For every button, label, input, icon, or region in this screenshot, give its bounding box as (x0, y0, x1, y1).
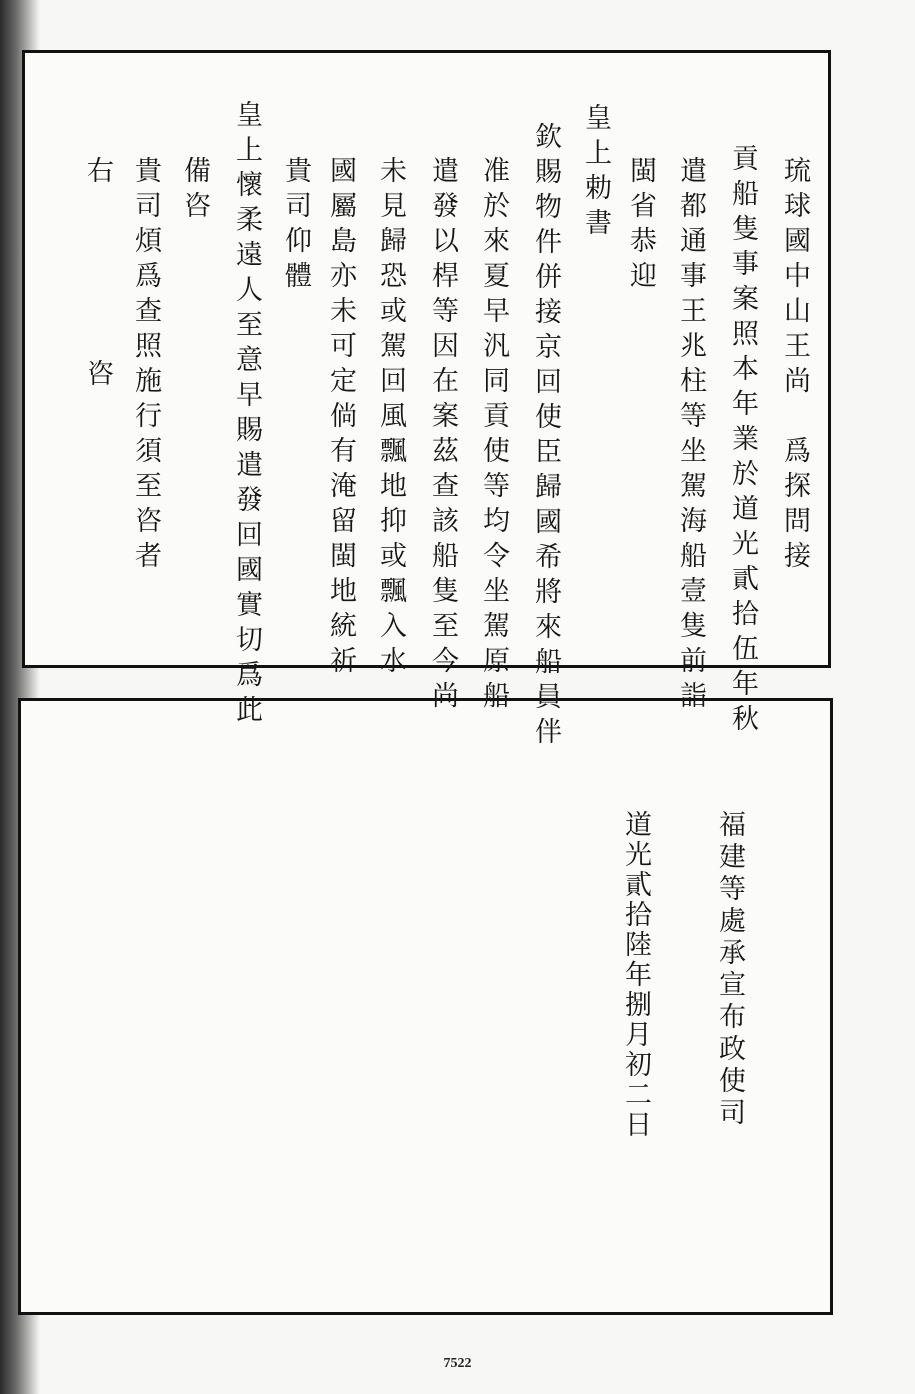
page-number: 7522 (443, 1356, 472, 1371)
issuing-office: 福建等處承宣布政使司 (714, 810, 745, 1130)
text-column: 欽賜物件併接京回使臣歸國希將來船員伴 (530, 122, 561, 752)
text-column: 准於來夏早汎同貢使等均令坐駕原船 (478, 156, 509, 716)
text-column: 未見歸恐或駕回風飄地抑或飄入水 (375, 156, 406, 681)
text-column: 備咨 (179, 156, 210, 226)
document-date: 道光貳拾陸年捌月初二日 (620, 810, 651, 1140)
document-page-bottom (18, 698, 833, 1315)
text-column: 皇上勅書 (580, 103, 611, 243)
text-column: 貴司仰體 (280, 156, 311, 296)
text-column: 閩省恭迎 (625, 156, 656, 296)
text-column: 貴司煩爲查照施行須至咨者 (130, 156, 161, 576)
text-column: 國屬島亦未可定倘有淹留閩地統祈 (325, 156, 356, 681)
text-column: 遣發以桿等因在案茲查該船隻至今尚 (427, 156, 458, 716)
text-column: 遣都通事王兆柱等坐駕海船壹隻前詣 (675, 156, 706, 716)
text-column: 琉球國中山王尚 爲探問接 (779, 156, 810, 576)
text-column: 皇上懷柔遠人至意早賜遣發回國實切爲此 (231, 100, 262, 730)
text-column: 右 咨 (82, 156, 113, 388)
text-column: 貢船隻事案照本年業於道光貳拾伍年秋 (727, 144, 758, 739)
